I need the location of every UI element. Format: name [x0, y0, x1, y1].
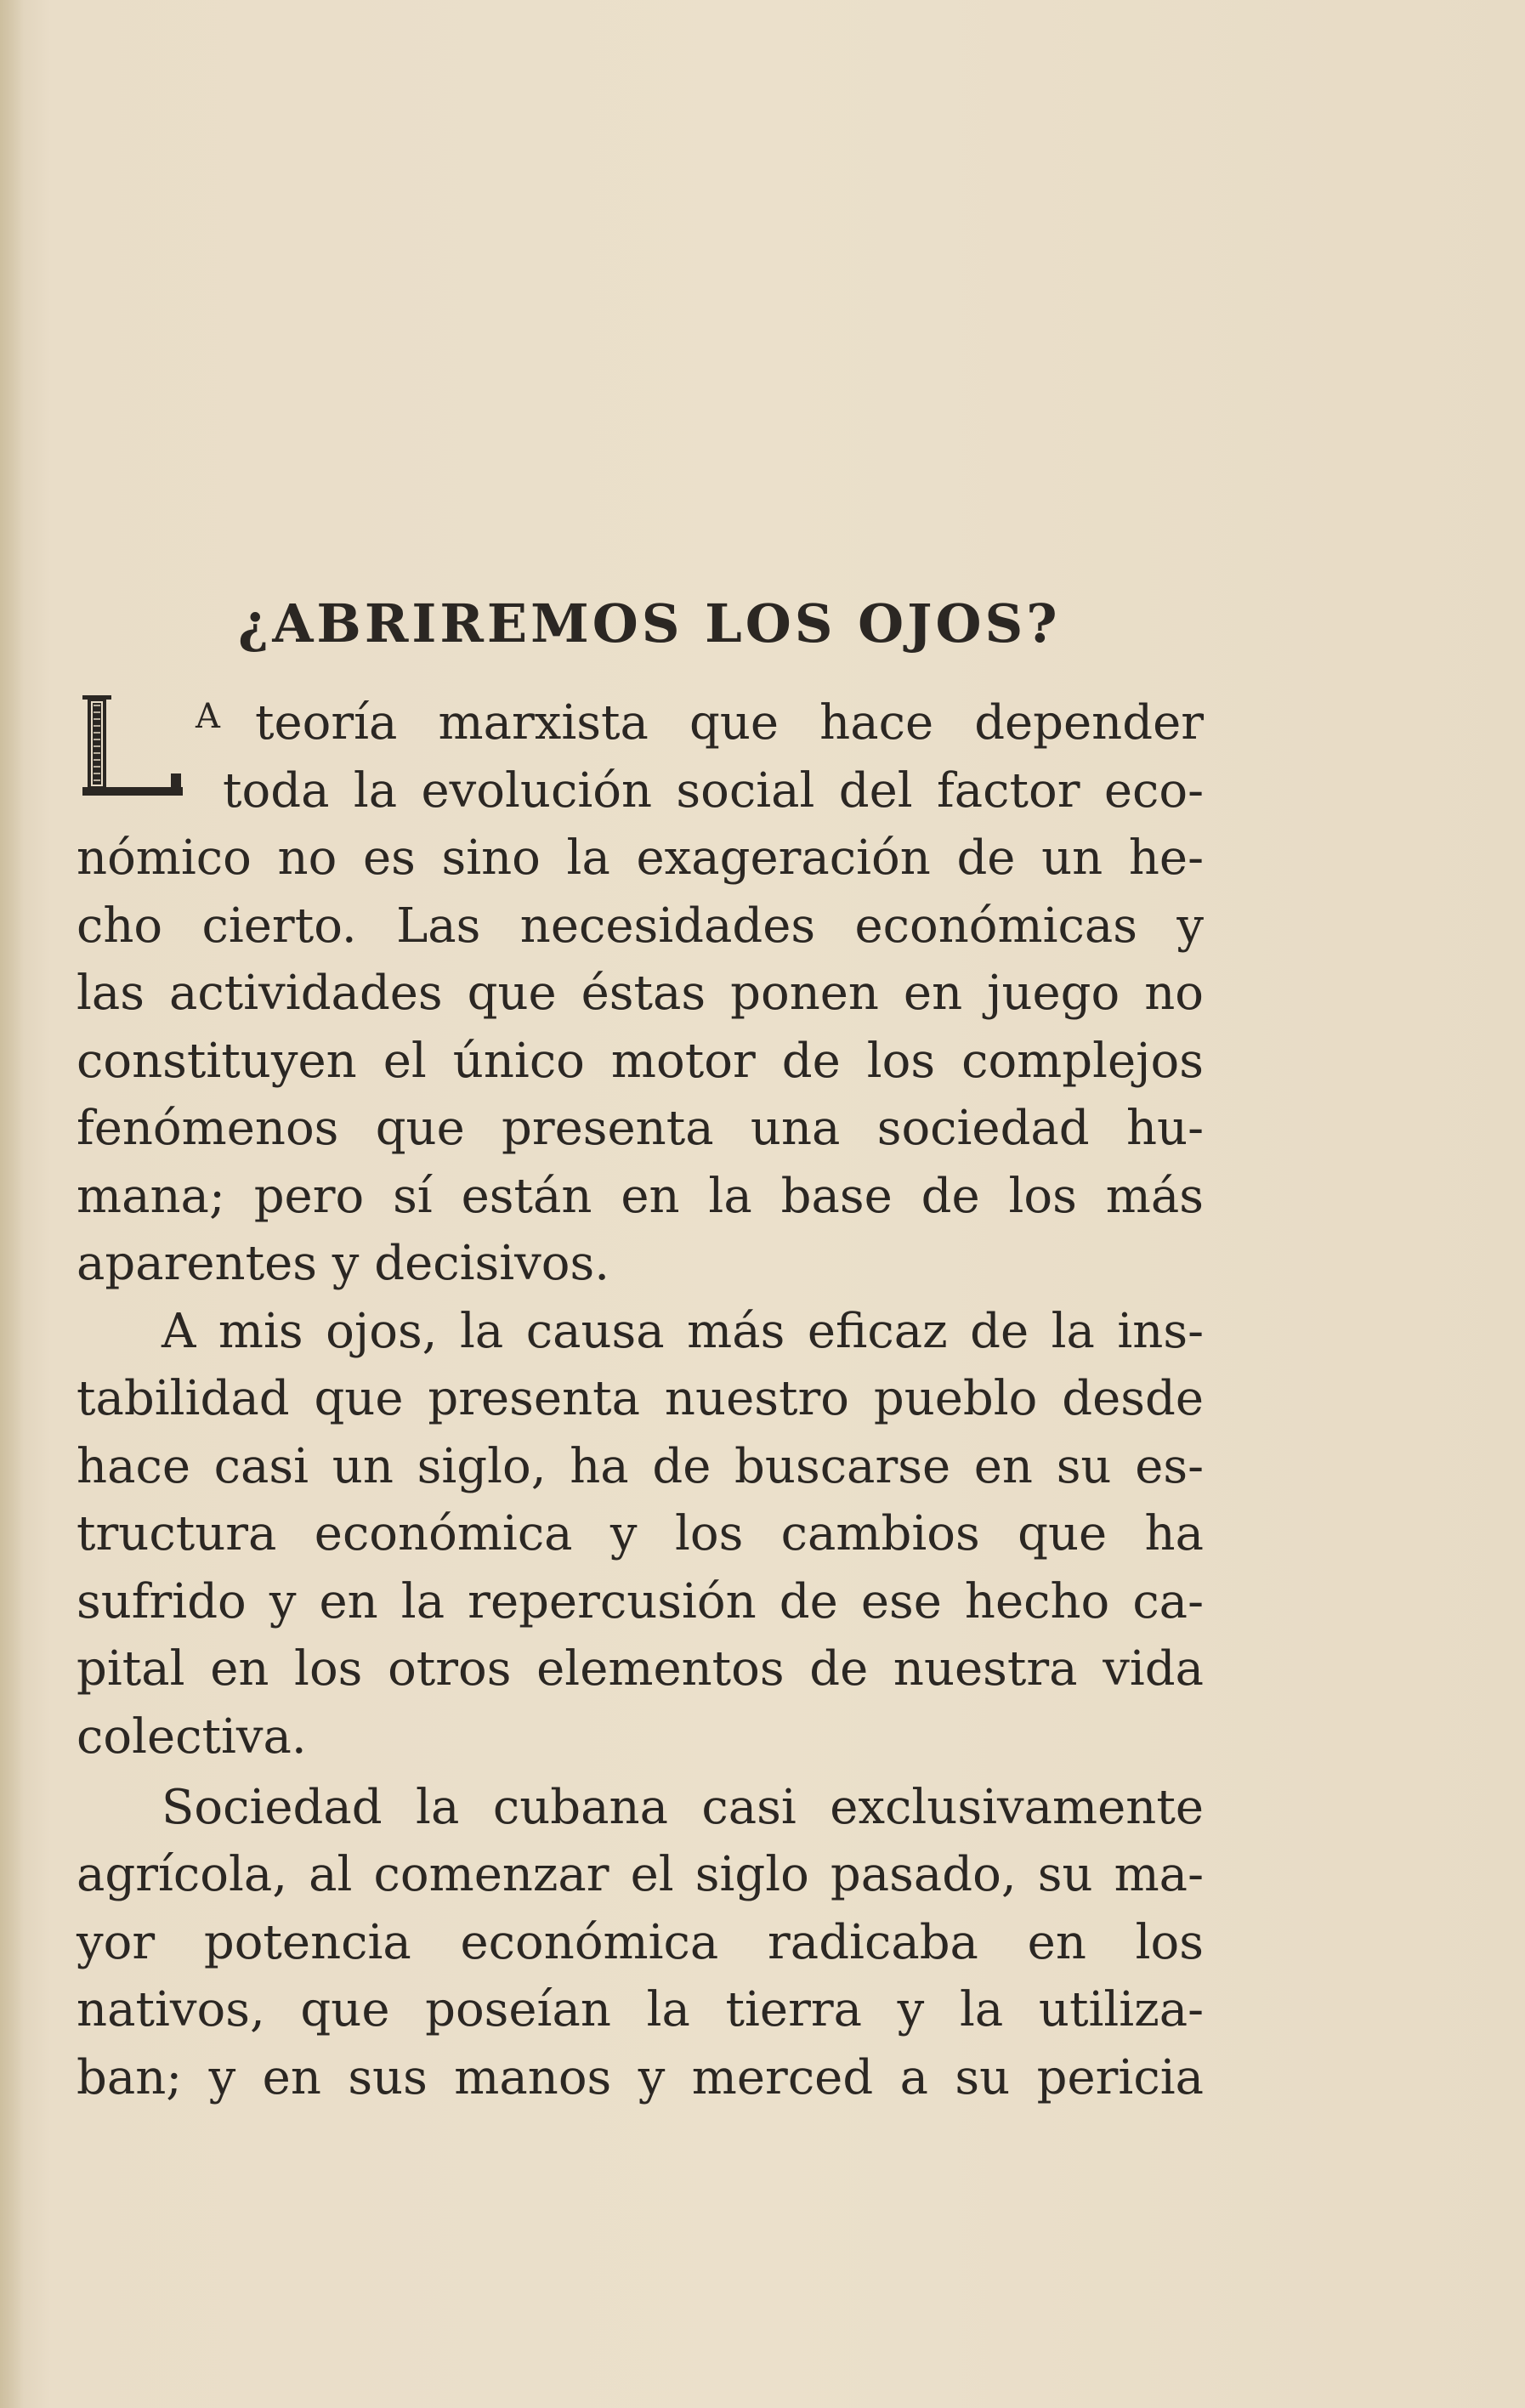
text-line: fenómenos que presenta una sociedad hu-: [77, 1101, 1204, 1156]
dropcap-letter: [82, 695, 184, 799]
text-line: hace casi un siglo, ha de buscarse en su es-: [77, 1438, 1204, 1494]
text-line: Sociedad la cubana casi exclusivamente: [162, 1779, 1204, 1835]
text-line: sufrido y en la repercusión de ese hecho ca-: [77, 1573, 1204, 1629]
text-line: tabilidad que presenta nuestro pueblo desde: [77, 1371, 1204, 1426]
text-line: toda la evolución social del factor eco-: [223, 762, 1204, 819]
text-line: tructura económica y los cambios que ha: [77, 1506, 1204, 1561]
text-line: aparentes y decisivos.: [77, 1236, 610, 1291]
text-line: agrícola, al comenzar el siglo pasado, su ma-: [77, 1847, 1204, 1903]
text-line: colectiva.: [77, 1708, 307, 1765]
text-line: teoría marxista que hace depender: [255, 695, 1204, 751]
text-line: nativos, que poseían la tierra y la utiliza-: [77, 1982, 1204, 2038]
chapter-title: ¿ABRIREMOS LOS OJOS?: [238, 592, 1061, 654]
text-line: cho cierto. Las necesidades económicas y: [77, 898, 1204, 954]
text-line: constituyen el único motor de los complejos: [77, 1033, 1204, 1089]
text-line: yor potencia económica radicaba en los: [77, 1914, 1204, 1970]
spine-shadow: [0, 0, 24, 2408]
dropcap-following-letter: A: [196, 697, 222, 736]
text-line: ban; y en sus manos y merced a su pericia: [77, 2049, 1204, 2105]
text-line: A mis ojos, la causa más eficaz de la ins-: [162, 1303, 1204, 1359]
text-line: pital en los otros elementos de nuestra vida: [77, 1641, 1204, 1697]
text-line: nómico no es sino la exageración de un he-: [77, 830, 1204, 886]
text-line: las actividades que éstas ponen en juego no: [77, 966, 1204, 1021]
text-line: mana; pero sí están en la base de los más: [77, 1168, 1204, 1224]
